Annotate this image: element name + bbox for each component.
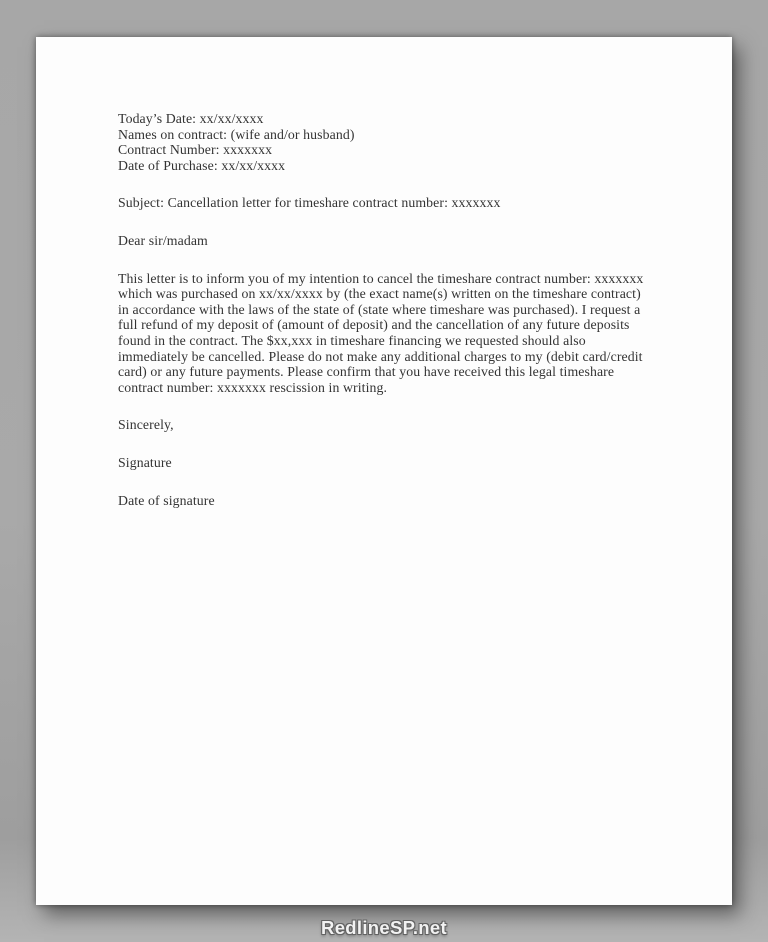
- letter-page: [36, 37, 732, 905]
- date-of-purchase-line: Date of Purchase: xx/xx/xxxx: [118, 157, 286, 173]
- names-on-contract-line: Names on contract: (wife and/or husband): [118, 126, 355, 142]
- salutation: Dear sir/madam: [118, 232, 208, 248]
- todays-date-line: Today’s Date: xx/xx/xxxx: [118, 111, 264, 126]
- closing: Sincerely,: [118, 417, 174, 433]
- contract-number-line: Contract Number: xxxxxxx: [118, 142, 273, 158]
- signature-date-label: Date of signature: [118, 492, 215, 508]
- letter-meta-block: [118, 111, 655, 173]
- letter-content: [36, 37, 661, 508]
- body-paragraph: This letter is to inform you of my intention to cancel the timeshare contract number: xxxxxxx which was purchased on xx/xx/xxxx by (the exact name(s) written on the timeshare contract) in accordance with the laws of the state of (state where timeshare was purchased). I request a full refund of my deposit of (amount of deposit) and the cancellation of any future deposits found in the contract. The $xx,xxx in timeshare financing we requested should also immediately be cancelled. Please do not make any additional charges to my (debit card/credit card) or any future payments. Please confirm that you have received this legal timeshare contract number: xxxxxxx rescission in writing.: [118, 270, 644, 395]
- subject-line: Subject: Cancellation letter for timeshare contract number: xxxxxxx: [118, 195, 501, 211]
- signature-label: Signature: [118, 454, 172, 470]
- site-watermark: RedlineSP.net: [321, 917, 447, 938]
